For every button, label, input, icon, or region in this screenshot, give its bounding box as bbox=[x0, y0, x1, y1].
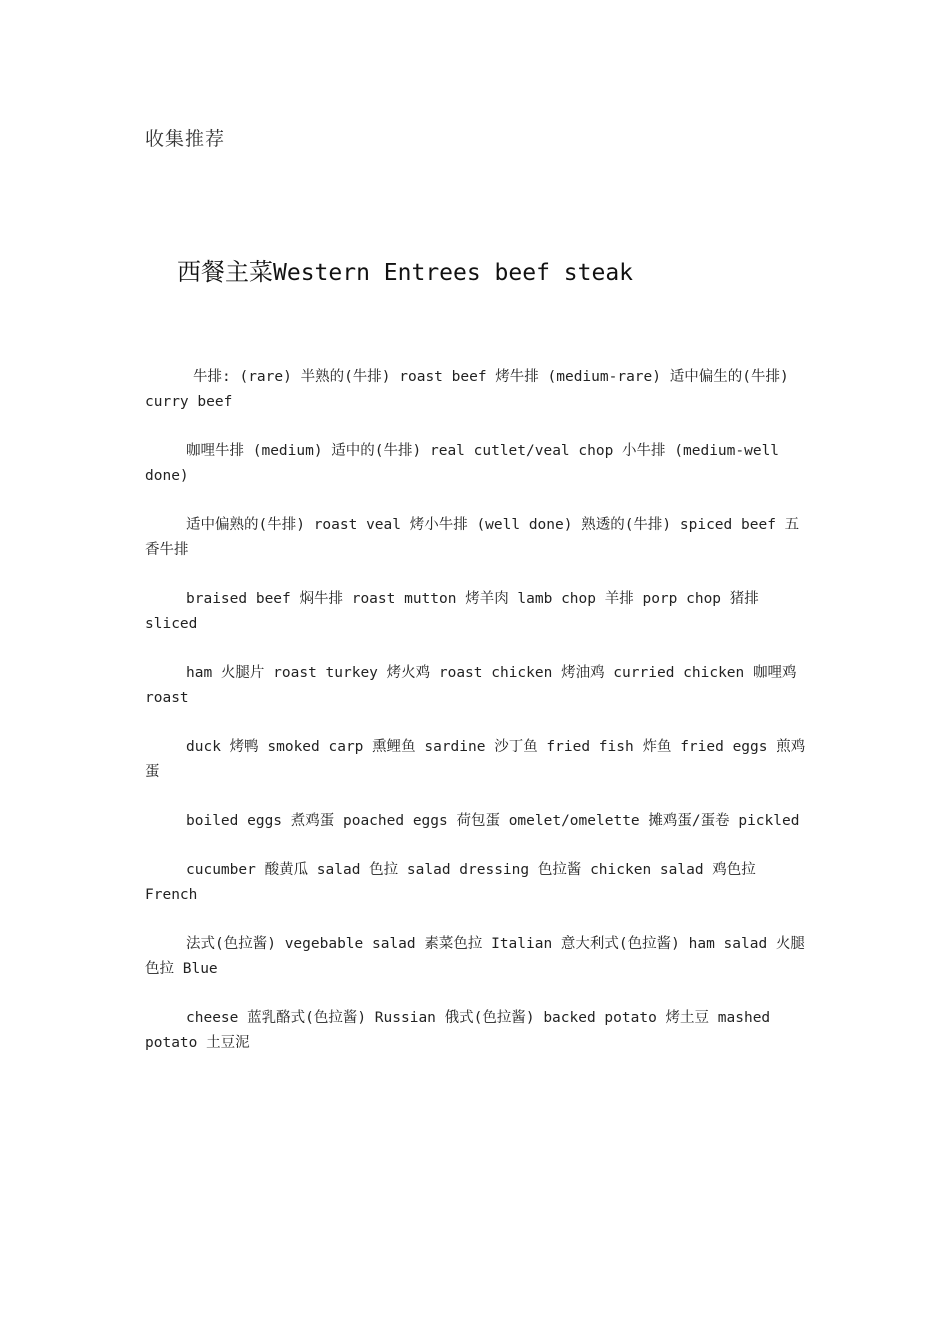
paragraph: 适中偏熟的(牛排) roast veal 烤小牛排 (well done) 熟透的(牛排) spiced beef 五香牛排 bbox=[145, 517, 800, 558]
menu-vocabulary-body bbox=[145, 365, 810, 1080]
paragraph: cheese 蓝乳酪式(色拉酱) Russian 俄式(色拉酱) backed potato 烤土豆 mashed potato 土豆泥 bbox=[145, 1010, 771, 1051]
paragraph: braised beef 焖牛排 roast mutton 烤羊肉 lamb chop 羊排 porp chop 猪排 sliced bbox=[145, 591, 759, 632]
paragraph: cucumber 酸黄瓜 salad 色拉 salad dressing 色拉酱 chicken salad 鸡色拉 French bbox=[145, 862, 756, 903]
paragraph: duck 烤鸭 smoked carp 熏鲤鱼 sardine 沙丁鱼 fried fish 炸鱼 fried eggs 煎鸡蛋 bbox=[145, 739, 806, 780]
title-chinese: 西餐主菜 bbox=[177, 258, 273, 286]
paragraph: 法式(色拉酱) vegebable salad 素菜色拉 Italian 意大利式(色拉酱) ham salad 火腿色拉 Blue bbox=[145, 936, 805, 977]
header-note: 收集推荐 bbox=[145, 128, 226, 150]
paragraph: 咖哩牛排 (medium) 适中的(牛排) real cutlet/veal chop 小牛排 (medium-well done) bbox=[145, 443, 780, 484]
paragraph: ham 火腿片 roast turkey 烤火鸡 roast chicken 烤油鸡 curried chicken 咖哩鸡 roast bbox=[145, 665, 797, 706]
title-english: Western Entrees beef steak bbox=[273, 260, 634, 286]
paragraph: 牛排: (rare) 半熟的(牛排) roast beef 烤牛排 (medium-rare) 适中偏生的(牛排) curry beef bbox=[145, 369, 789, 410]
page-title bbox=[177, 252, 633, 287]
paragraph: boiled eggs 煮鸡蛋 poached eggs 荷包蛋 omelet/omelette 摊鸡蛋/蛋卷 pickled bbox=[186, 813, 800, 829]
